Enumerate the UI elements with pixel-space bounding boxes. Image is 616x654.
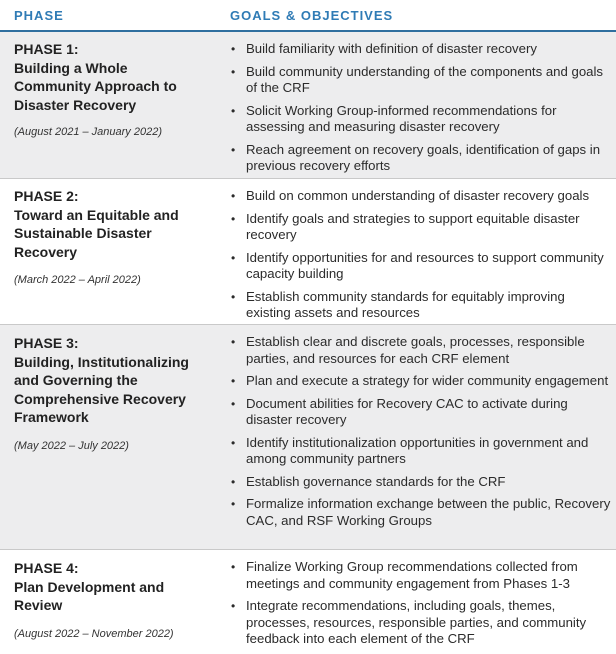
table-header — [0, 0, 616, 32]
goals-column-header: GOALS & OBJECTIVES — [230, 8, 394, 23]
bullet-icon: • — [231, 189, 236, 203]
phase-dates: (August 2021 – January 2022) — [14, 126, 162, 138]
bullet-icon: • — [231, 211, 236, 226]
list-item: • Identify institutionalization opportunities in government and among community partners — [231, 434, 589, 466]
list-item: • Establish governance standards for the CRF — [231, 473, 506, 489]
phase-dates: (March 2022 – April 2022) — [14, 274, 141, 286]
phase-dates: (May 2022 – July 2022) — [14, 440, 129, 452]
bullet-icon: • — [231, 103, 236, 118]
list-item: • Build community understanding of the components and goals of the CRF — [231, 63, 604, 95]
phase-title: PHASE 3: Building, Institutionalizing and Governing the Comprehensive Recovery Framework — [14, 335, 189, 425]
goals-list — [228, 334, 612, 535]
list-item: • Establish clear and discrete goals, processes, responsible parties, and resources for each CRF element — [231, 334, 585, 366]
list-item: • Integrate recommendations, including goals, themes, processes, resources, responsible parties, and community feedback into each element of the CRF — [231, 598, 587, 646]
bullet-icon: • — [231, 435, 236, 450]
bullet-icon: • — [231, 497, 236, 511]
phase-row-1 — [0, 32, 616, 179]
bullet-icon: • — [231, 599, 236, 613]
bullet-icon: • — [231, 64, 236, 79]
list-item: • Establish community standards for equitably improving existing assets and resources — [231, 288, 565, 320]
phase-row-4 — [0, 550, 616, 650]
list-item: • Build familiarity with definition of disaster recovery — [231, 41, 537, 56]
bullet-icon: • — [231, 474, 236, 489]
phase-row-3 — [0, 325, 616, 550]
goals-list — [228, 41, 612, 181]
list-item: • Document abilities for Recovery CAC to activate during disaster recovery — [231, 395, 568, 427]
bullet-icon: • — [231, 335, 236, 349]
goals-list — [228, 559, 612, 654]
phase-column-header: PHASE — [14, 8, 64, 23]
phase-dates: (August 2022 – November 2022) — [14, 628, 174, 640]
list-item: • Identify opportunities for and resources to support community capacity building — [231, 249, 604, 281]
bullet-icon: • — [231, 396, 236, 411]
phase-title: PHASE 1: Building a Whole Community Approach to Disaster Recovery — [14, 41, 177, 113]
list-item: • Formalize information exchange between the public, Recovery CAC, and RSF Working Groups — [231, 496, 611, 528]
bullet-icon: • — [231, 289, 236, 304]
list-item: • Finalize Working Group recommendations collected from meetings and community engagement from Phases 1-3 — [231, 559, 578, 591]
bullet-icon: • — [231, 560, 236, 574]
phase-row-2 — [0, 179, 616, 325]
list-item: • Solicit Working Group-informed recommendations for assessing and measuring disaster recovery — [231, 102, 557, 134]
goals-list — [228, 188, 612, 328]
bullet-icon: • — [231, 250, 236, 265]
list-item: • Build on common understanding of disaster recovery goals — [231, 188, 590, 203]
list-item: • Plan and execute a strategy for wider community engagement — [231, 373, 609, 388]
phase-title: PHASE 4: Plan Development and Review — [14, 560, 165, 613]
bullet-icon: • — [231, 142, 236, 157]
phase-title: PHASE 2: Toward an Equitable and Sustainable Disaster Recovery — [14, 188, 179, 260]
bullet-icon: • — [231, 42, 236, 56]
list-item: • Reach agreement on recovery goals, identification of gaps in previous recovery efforts — [231, 141, 601, 173]
bullet-icon: • — [231, 374, 236, 388]
list-item: • Identify goals and strategies to support equitable disaster recovery — [231, 210, 580, 242]
